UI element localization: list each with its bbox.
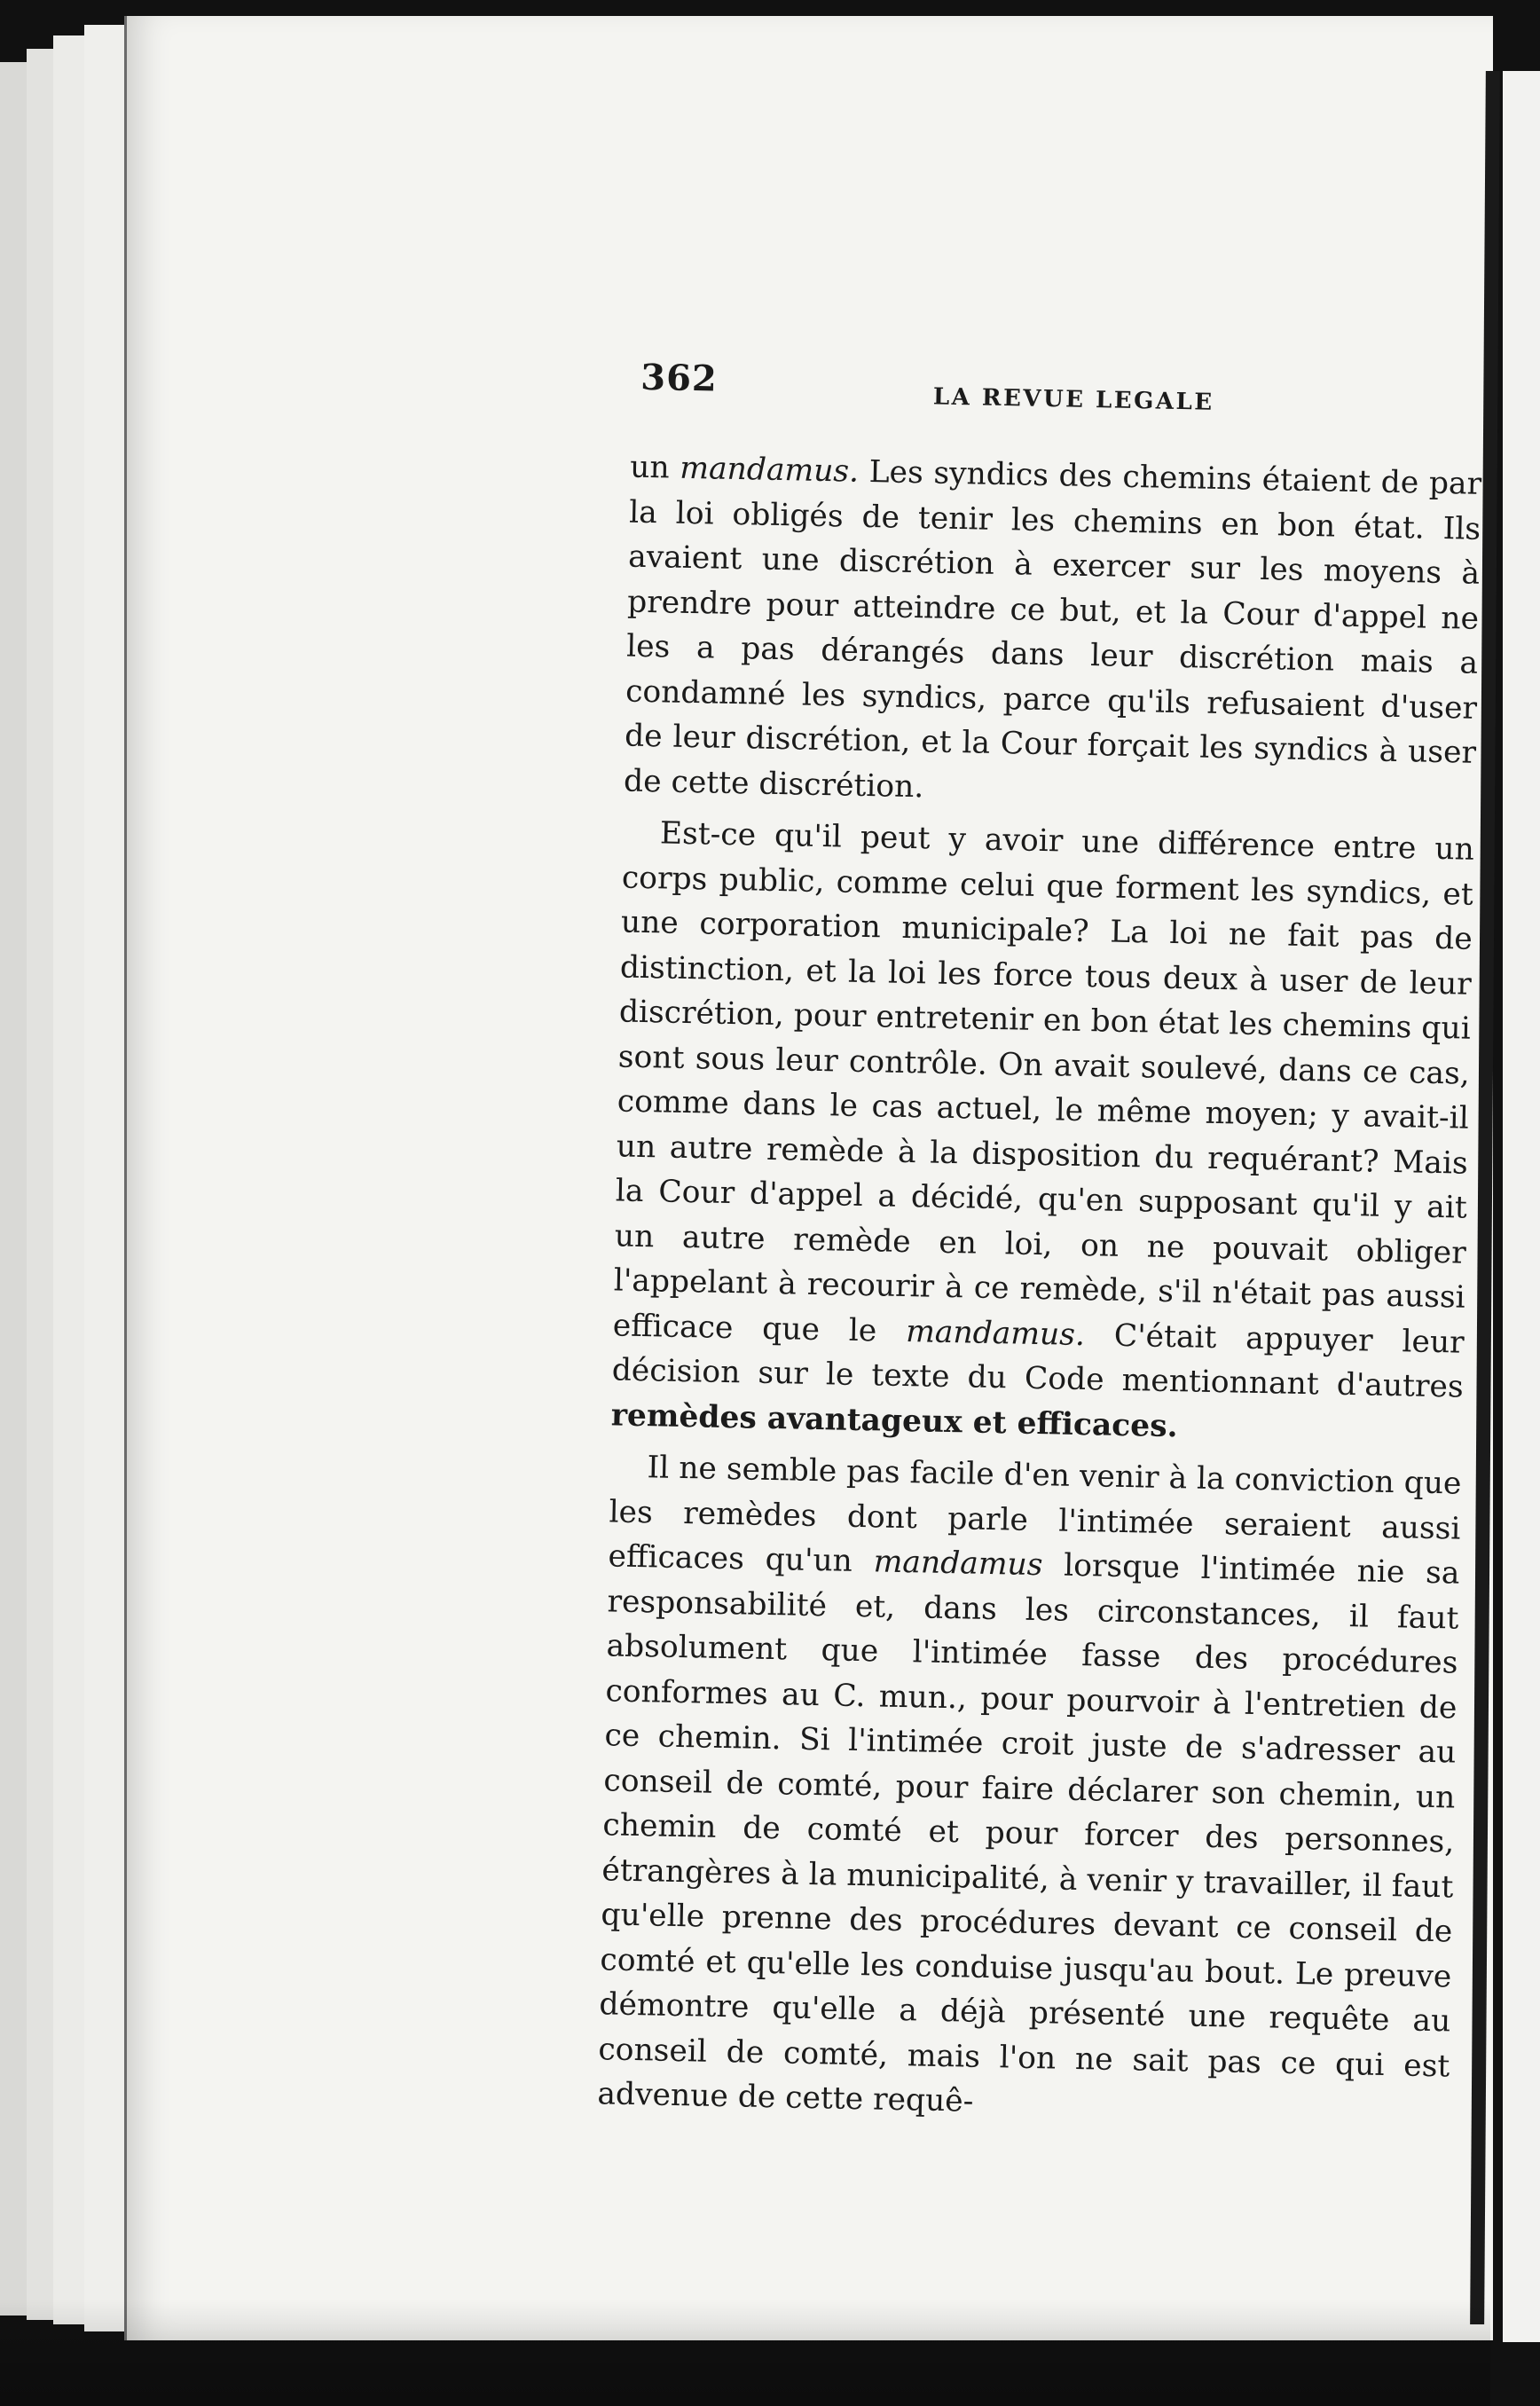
italic-text: mandamus.: [905, 1313, 1086, 1353]
italic-text: mandamus: [873, 1544, 1043, 1584]
paragraph: [437, 1442, 1462, 2134]
page-number: 362: [640, 356, 719, 400]
text-segment: C'était appuyer leur décision sur le texte du Code mentionnant d'autres: [611, 1317, 1465, 1405]
text-block: [437, 344, 1511, 2135]
paragraph: [464, 442, 1482, 821]
italic-text: mandamus.: [679, 450, 860, 490]
text-segment: Est-ce qu'il peut y avoir une différence entre un corps public, comme celui que forment les syndics, et une corporation municipale? La loi ne fait pas de distinction, et la loi les force tous deux à user de leur discrétion, pour entretenir en bon état les chemins qui sont sous leur contrôle. On avait soulevé, dans ce cas, comme dans le cas actuel, le même moyen; y avait-il un autre remède à la disposition du requérant? Mais la Cour d'appel a décidé, qu'en supposant qu'il y ait un autre remède en loi, on ne pouvait obliger l'appelant à recourir à ce remède, s'il n'était pas aussi efficace que le: [612, 815, 1475, 1349]
running-head: [471, 344, 1511, 462]
text-segment: lorsque l'intimée nie sa responsabilité et, dans les circonstances, il faut absolument que l'intimée fasse des procédures conformes au C. mun., pour pourvoir à l'entretien de ce chemin. Si l'intimée croit juste de s'adresser au conseil de comté, pour faire déclarer son chemin, un chemin de comté et pour forcer des personnes, étrangères à la municipalité, à venir y travailler, il faut qu'elle prenne des procédures devant ce conseil de comté et qu'elle les conduise jusqu'au bout. Le preuve démontre qu'elle a déjà présenté une requête au conseil de comté, mais l'on ne sait pas ce qui est advenue de cette requê-: [597, 1547, 1460, 2119]
text-segment: Les syndics des chemins étaient de par la loi obligés de tenir les chemins en bon état. Ils avaient une discrétion à exercer sur les moyens à prendre pour atteindre ce but, et la Cour d'appel ne les a pas dérangés dans leur discrétion mais a condamné les syndics, parce qu'ils refusaient d'user de leur discrétion, et la Cour forçait les syndics à user de cette discrétion.: [623, 453, 1482, 805]
book-page: [124, 16, 1493, 2340]
text-segment: un: [629, 449, 680, 486]
bottom-shadow: [0, 2300, 1490, 2406]
text-segment: Il ne semble pas facile d'en venir à la conviction que les remèdes dont parle l'intimée seraient aussi efficaces qu'un: [608, 1450, 1462, 1580]
running-title: LA REVUE LEGALE: [932, 383, 1214, 416]
paragraph: [451, 807, 1474, 1455]
next-page-edge: [1503, 71, 1540, 2342]
bold-text: remèdes avantageux et efficaces.: [610, 1396, 1179, 1444]
